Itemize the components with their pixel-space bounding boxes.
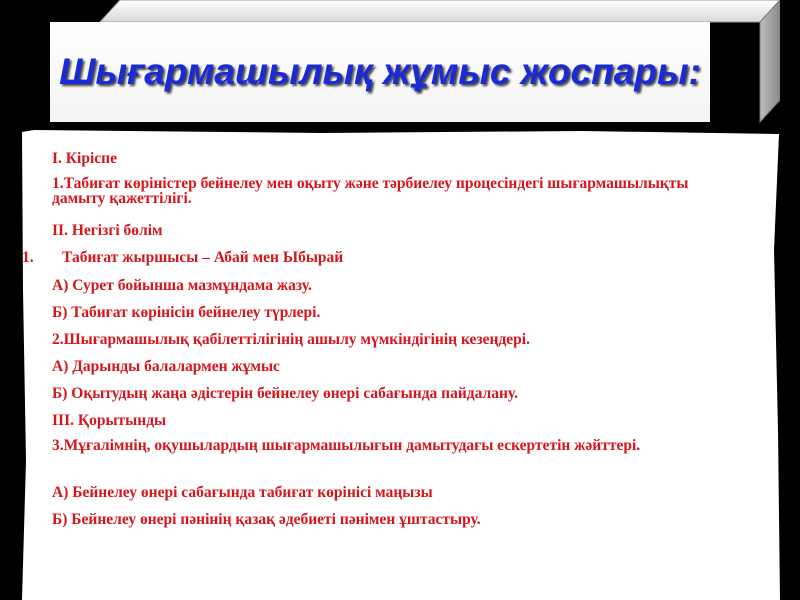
outline-item-2: 2.Шығармашылық қабілеттілігінің ашылу мүмкіндігінің кезеңдері.: [52, 331, 530, 348]
page-title: Шығармашылық жұмыс жоспары:: [59, 51, 701, 92]
outline-item-1-text: 1.Табиғат көріністер бейнелеу мен оқыту және тәрбиелеу процесіндегі шығармашылықты дамыту қажеттілігі.: [52, 175, 689, 207]
paper-sheet: [22, 130, 780, 600]
list-number: 1.: [22, 249, 34, 266]
outline-item-3: [52, 438, 732, 453]
outline-item-1: [52, 176, 732, 206]
outline-item-conclusion: III. Қорытынды: [52, 412, 167, 429]
outline-item-b1: Б) Табиғат көрінісін бейнелеу түрлері.: [52, 304, 321, 321]
outline-item-numbered-text: Табиғат жыршысы – Абай мен Ыбырай: [62, 249, 344, 266]
outline-item-3-text: 3.Мұғалімнің, оқушылардың шығармашылығын дамытудағы ескертетін жәйттері.: [52, 437, 641, 454]
outline-item-a3: А) Бейнелеу өнері сабағында табиғат көрінісі маңызы: [52, 484, 433, 501]
outline-item-a2: А) Дарынды балалармен жұмыс: [52, 358, 280, 375]
outline-item-b3: Б) Бейнелеу өнері пәнінің қазақ әдебиеті пәнімен ұштастыру.: [52, 511, 481, 528]
outline-item-a1: А) Сурет бойынша мазмұндама жазу.: [52, 277, 312, 294]
title-banner: [50, 0, 780, 130]
outline-item-main: II. Негізгі бөлім: [52, 222, 163, 239]
outline-item-intro: I. Кіріспе: [52, 150, 117, 167]
outline-item-b2: Б) Оқытудың жаңа әдістерін бейнелеу өнері сабағында пайдалану.: [52, 385, 518, 402]
